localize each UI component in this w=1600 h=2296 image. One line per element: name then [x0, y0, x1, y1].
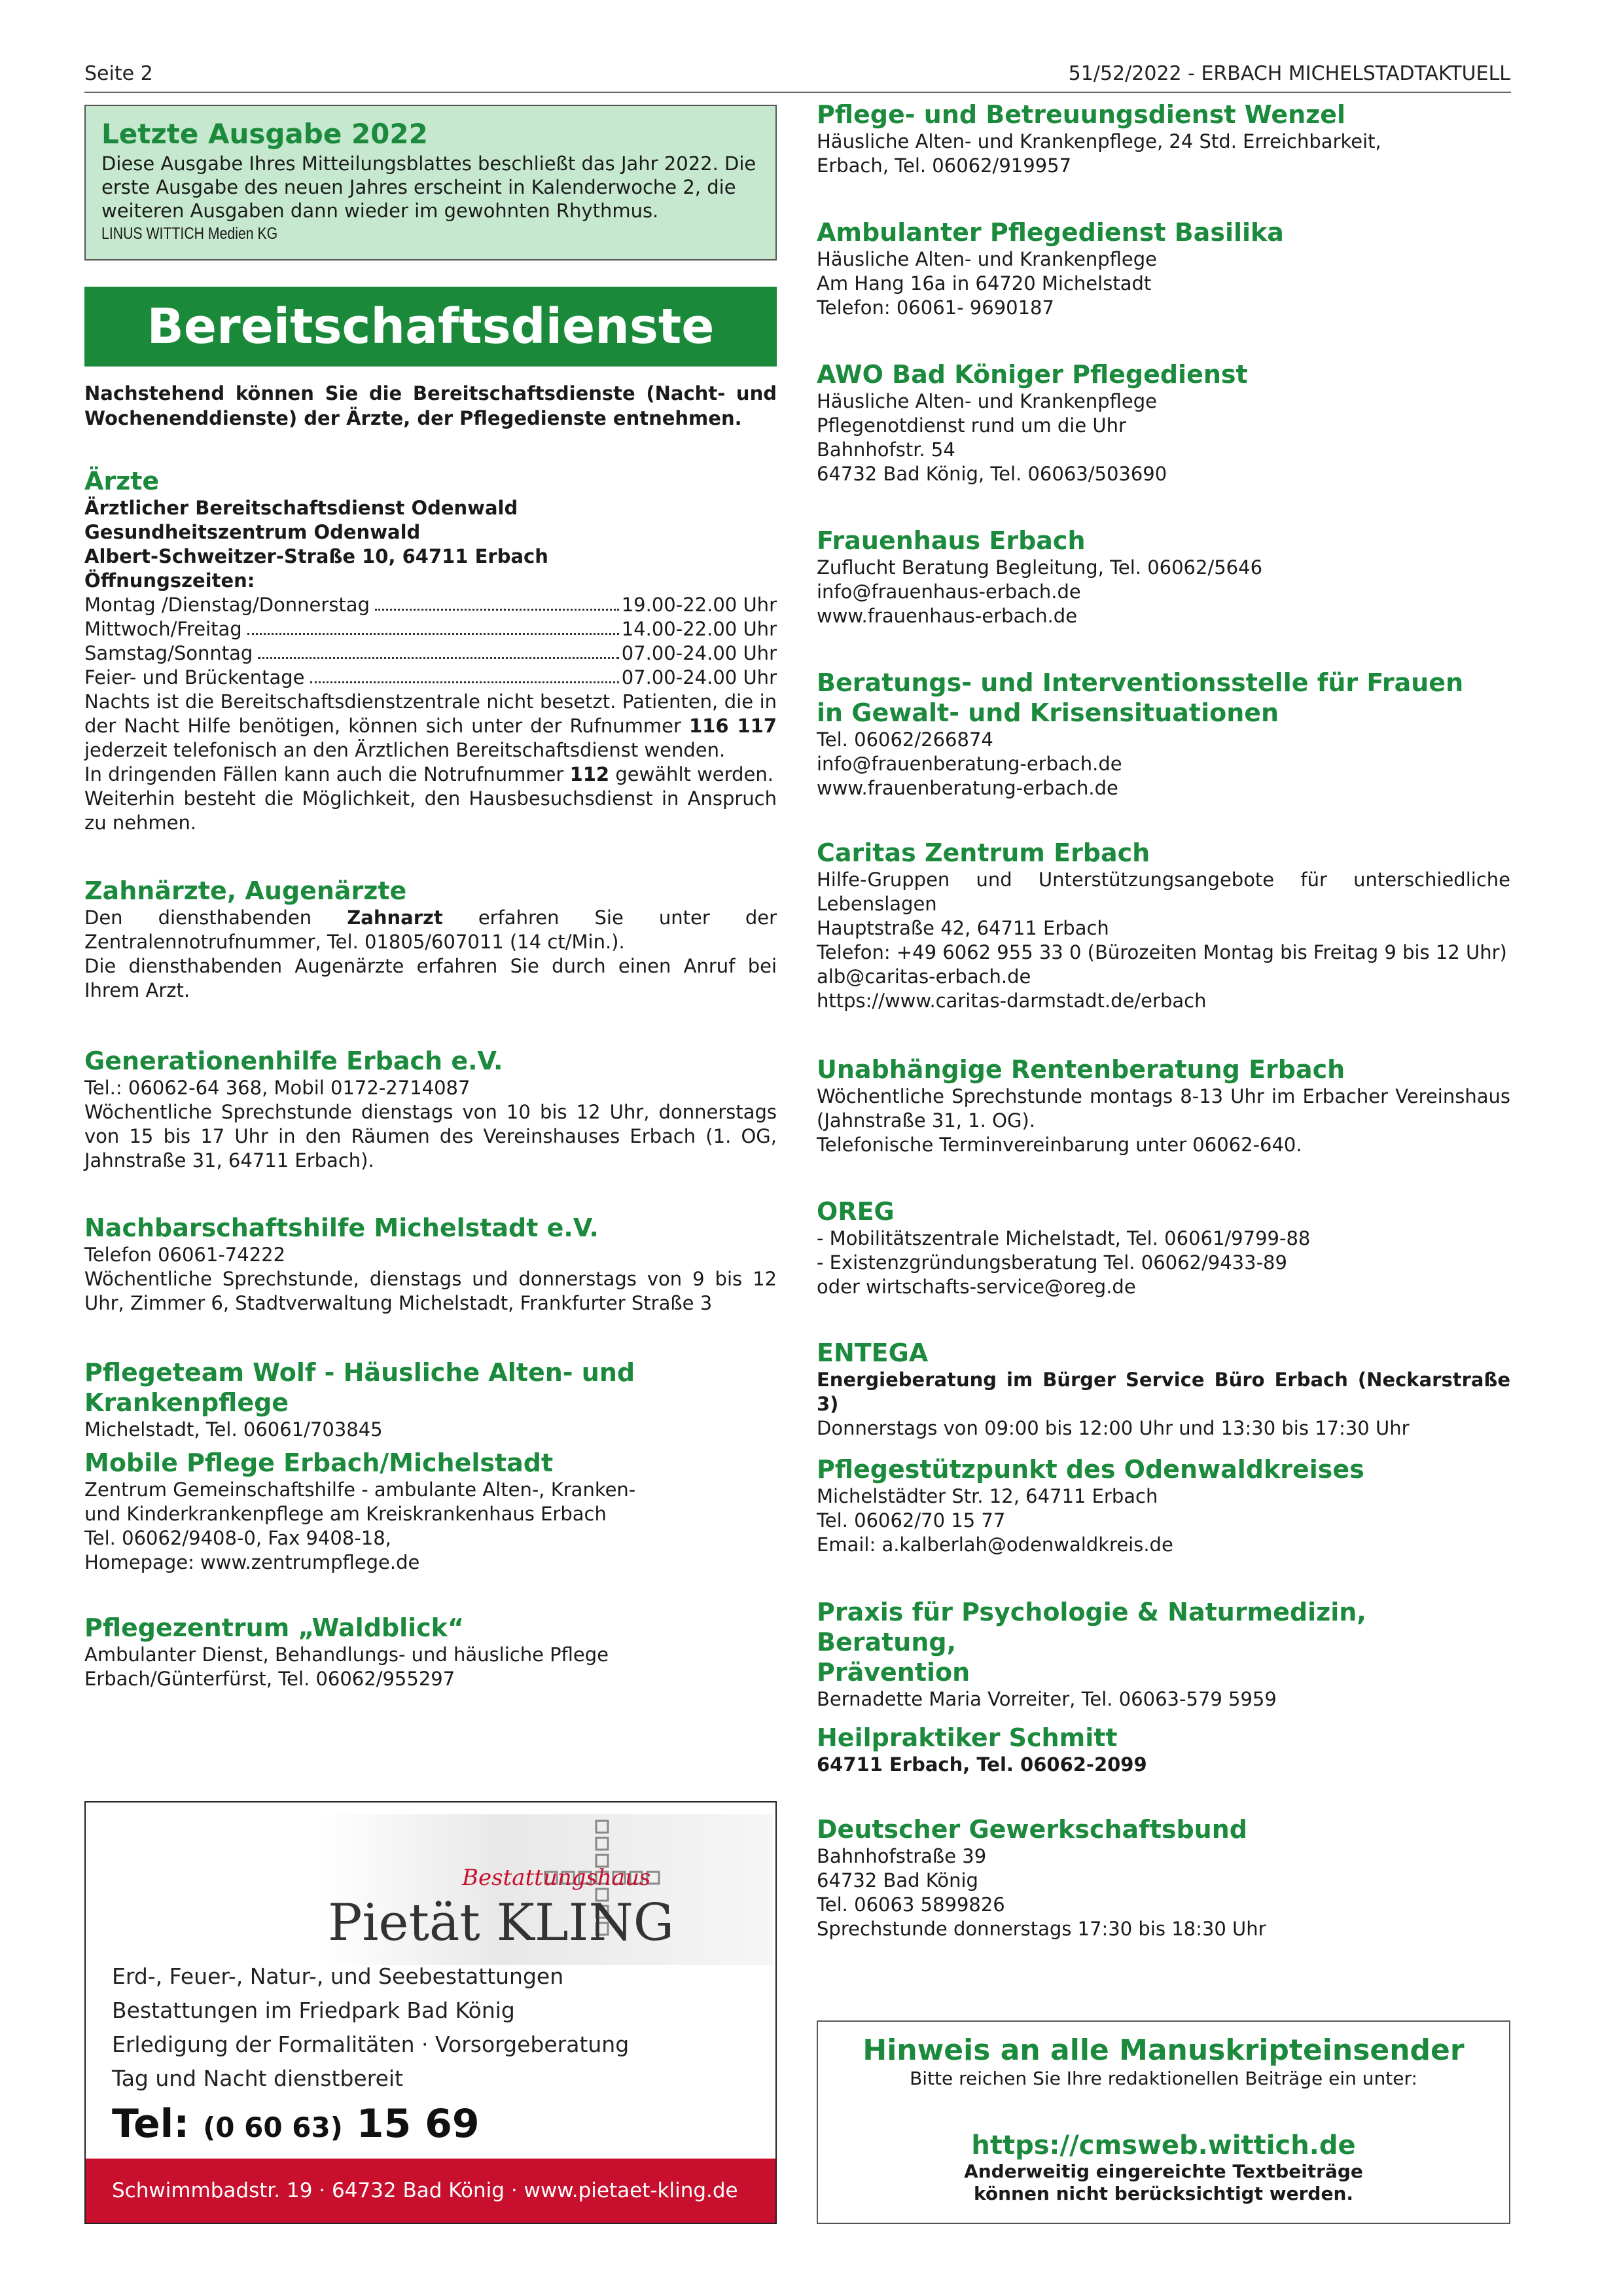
section-title: Ambulanter Pflegedienst Basilika — [817, 218, 1284, 247]
section-frauenhaus — [817, 526, 1510, 628]
section-title: Generationenhilfe Erbach e.V. — [84, 1047, 503, 1075]
paragraph: Die diensthabenden Augenärzte erfahren Sie durch einen Anruf bei Ihrem Arzt. — [84, 955, 777, 1001]
section-mobile-pflege — [84, 1448, 777, 1575]
text-line: und Kinderkrankenpflege am Kreiskrankenhaus Erbach — [84, 1503, 607, 1525]
paragraph: Wöchentliche Sprechstunde, dienstags und donnerstags von 9 bis 12 Uhr, Zimmer 6, Stadtverwaltung Michelstadt, Frankfurter Straße 3 — [84, 1268, 777, 1314]
text-line: 64732 Bad König, Tel. 06063/503690 — [817, 463, 1167, 485]
web-line: https://www.caritas-darmstadt.de/erbach — [817, 990, 1207, 1012]
text-line: Häusliche Alten- und Krankenpflege, 24 Std. Erreichbarkeit, — [817, 130, 1381, 152]
text-line: Energieberatung im Bürger Service Büro Erbach (Neckarstraße 3) — [817, 1369, 1510, 1415]
intro-text: Nachstehend können Sie die Bereitschaftsdienste (Nacht- und Wochenenddienste) der Ärzte, der Pflegedienste entnehmen. — [84, 382, 777, 429]
text-line: Tel.: 06062-64 368, Mobil 0172-2714087 — [84, 1077, 471, 1099]
text-line: Häusliche Alten- und Krankenpflege — [817, 248, 1157, 270]
logo-subtitle: Bestattungshaus — [462, 1865, 651, 1891]
section-title: Frauenhaus Erbach — [817, 526, 1086, 555]
paragraph: Wöchentliche Sprechstunde montags 8-13 Uhr im Erbacher Vereinshaus (Jahnstraße 31, 1. OG). — [817, 1085, 1510, 1132]
section-dgb — [817, 1814, 1510, 1941]
page-number: Seite 2 — [84, 62, 153, 85]
pietaet-kling-logo — [321, 1814, 773, 1965]
section-title: OREG — [817, 1197, 895, 1226]
right-column — [817, 0, 1510, 2296]
paragraph: Hilfe-Gruppen und Unterstützungsangebote für unterschiedliche Lebenslagen — [817, 869, 1510, 915]
paragraph: Nachts ist die Bereitschaftsdienstzentrale nicht besetzt. Patienten, die in der Nacht Hilfe benötigen, können sich unter der Rufnummer 116 117 jederzeit telefonisch an den Ärztlichen Bereitschaftsdienst wenden. — [84, 691, 777, 761]
ad-services — [112, 1960, 629, 2096]
ad-line: Erledigung der Formalitäten · Vorsorgeberatung — [112, 2032, 630, 2057]
hint-note: Anderweitig eingereichte Textbeiträge — [964, 2161, 1363, 2182]
hours-day: Feier- und Brückentage — [84, 666, 305, 689]
section-zahnaerzte — [84, 876, 777, 1003]
section-title: Zahnärzte, Augenärzte — [84, 876, 407, 905]
text-line: Telefon: 06061- 9690187 — [817, 296, 1054, 319]
section-oreg — [817, 1196, 1510, 1299]
section-title: Pflegezentrum „Waldblick“ — [84, 1613, 464, 1642]
section-title: Caritas Zentrum Erbach — [817, 838, 1150, 867]
text-line: Sprechstunde donnerstags 17:30 bis 18:30 Uhr — [817, 1918, 1266, 1940]
ad-line: Bestattungen im Friedpark Bad König — [112, 1998, 515, 2023]
section-basilika — [817, 217, 1510, 320]
funeral-home-ad — [84, 1801, 777, 2224]
text-line: Zuflucht Beratung Begleitung, Tel. 06062/5646 — [817, 556, 1263, 579]
text-line: Homepage: www.zentrumpflege.de — [84, 1551, 420, 1573]
text-line: Häusliche Alten- und Krankenpflege — [817, 390, 1157, 412]
paragraph: Wöchentliche Sprechstunde dienstags von 10 bis 12 Uhr, donnerstags von 15 bis 17 Uhr in den Räumen des Vereinshauses Erbach (1. OG, Jahnstraße 31, 64711 Erbach). — [84, 1101, 777, 1172]
hours-time: 19.00-22.00 Uhr — [621, 594, 777, 616]
text-line: Tel. 06062/70 15 77 — [817, 1509, 1006, 1532]
hours-time: 07.00-24.00 Uhr — [621, 666, 777, 689]
ad-line: Erd-, Feuer-, Natur-, und Seebestattungen — [112, 1964, 564, 1989]
section-praxis — [817, 1597, 1510, 1712]
section-wenzel — [817, 99, 1510, 178]
ad-phone: Tel: (0 60 63) 15 69 — [112, 2101, 480, 2147]
text-line: oder wirtschafts-service@oreg.de — [817, 1276, 1136, 1298]
text-line: Erbach/Günterfürst, Tel. 06062/955297 — [84, 1668, 455, 1690]
section-title: Pflegestützpunkt des Odenwaldkreises — [817, 1455, 1364, 1484]
section-awo — [817, 359, 1510, 486]
section-title: Heilpraktiker Schmitt — [817, 1723, 1118, 1752]
email-line: info@frauenberatung-erbach.de — [817, 753, 1122, 775]
section-generationenhilfe — [84, 1046, 777, 1173]
hours-time: 14.00-22.00 Uhr — [621, 618, 777, 640]
section-waldblick — [84, 1613, 777, 1691]
text-line: Donnerstags von 09:00 bis 12:00 Uhr und 13:30 bis 17:30 Uhr — [817, 1417, 1410, 1439]
section-title: AWO Bad Königer Pflegedienst — [817, 360, 1248, 389]
hours-row — [84, 641, 777, 666]
hours-day: Samstag/Sonntag — [84, 642, 253, 664]
ad-footer: Schwimmbadstr. 19 · 64732 Bad König · www.pietaet-kling.de — [86, 2159, 775, 2223]
ad-line: Tag und Nacht dienstbereit — [112, 2066, 403, 2091]
issue-header: 51/52/2022 - ERBACH MICHELSTADTAKTUELL — [1068, 62, 1510, 85]
text-line: Gesundheitszentrum Odenwald — [84, 521, 421, 543]
text-line: Hauptstraße 42, 64711 Erbach — [817, 917, 1109, 939]
section-caritas — [817, 838, 1510, 1013]
section-pflegestuetzpunkt — [817, 1454, 1510, 1557]
hours-label: Öffnungszeiten: — [84, 569, 255, 592]
text-line: Zentrum Gemeinschaftshilfe - ambulante Alten-, Kranken- — [84, 1479, 636, 1501]
text-line: Tel. 06063 5899826 — [817, 1893, 1005, 1916]
hours-time: 07.00-24.00 Uhr — [621, 642, 777, 664]
manuscript-hint-box — [817, 2020, 1510, 2224]
notice-title: Letzte Ausgabe 2022 — [101, 118, 428, 150]
hours-day: Montag /Dienstag/Donnerstag — [84, 594, 370, 616]
section-entega — [817, 1338, 1510, 1441]
section-title: Praxis für Psychologie & Naturmedizin, Beratung, — [817, 1598, 1366, 1657]
section-title: Pflegeteam Wolf - Häusliche Alten- und Krankenpflege — [84, 1358, 635, 1417]
paragraph: Den diensthabenden Zahnarzt erfahren Sie unter der Zentralennotrufnummer, Tel. 01805/607011 (14 ct/Min.). — [84, 906, 777, 953]
section-title: Nachbarschaftshilfe Michelstadt e.V. — [84, 1213, 599, 1242]
text-line: 64732 Bad König — [817, 1869, 978, 1892]
text-line: Ambulanter Dienst, Behandlungs- und häusliche Pflege — [84, 1643, 609, 1666]
text-line: Pflegenotdienst rund um die Uhr — [817, 414, 1126, 437]
section-rentenberatung — [817, 1054, 1510, 1157]
text-line: - Existenzgründungsberatung Tel. 06062/9433-89 — [817, 1251, 1287, 1274]
section-title: Ärzte — [84, 467, 160, 495]
section-title: ENTEGA — [817, 1338, 929, 1367]
text-line: Michelstadt, Tel. 06061/703845 — [84, 1418, 383, 1441]
web-line: www.frauenberatung-erbach.de — [817, 777, 1118, 799]
text-line: Bahnhofstr. 54 — [817, 439, 955, 461]
hint-title: Hinweis an alle Manuskripteinsender — [862, 2034, 1465, 2067]
text-line: Ärztlicher Bereitschaftsdienst Odenwald — [84, 497, 518, 519]
logo-title: Pietät KLING — [328, 1893, 675, 1952]
text-line: Telefonische Terminvereinbarung unter 06062-640. — [817, 1134, 1302, 1156]
section-banner: Bereitschaftsdienste — [84, 287, 777, 367]
section-title: Unabhängige Rentenberatung Erbach — [817, 1055, 1345, 1084]
hours-row — [84, 593, 777, 617]
hours-day: Mittwoch/Freitag — [84, 618, 242, 640]
text-line: Erbach, Tel. 06062/919957 — [817, 154, 1072, 177]
hours-row — [84, 617, 777, 641]
text-line: 64711 Erbach, Tel. 06062-2099 — [817, 1753, 1147, 1776]
text-line: Am Hang 16a in 64720 Michelstadt — [817, 272, 1152, 295]
paragraph: In dringenden Fällen kann auch die Notrufnummer 112 gewählt werden. — [84, 763, 773, 785]
text-line: Tel. 06062/9408-0, Fax 9408-18, — [84, 1527, 391, 1549]
text-line: Michelstädter Str. 12, 64711 Erbach — [817, 1485, 1158, 1507]
email-line: Email: a.kalberlah@odenwaldkreis.de — [817, 1534, 1173, 1556]
hint-subtitle: Bitte reichen Sie Ihre redaktionellen Beiträge ein unter: — [910, 2068, 1417, 2089]
hours-row — [84, 666, 777, 690]
section-nachbarschaftshilfe — [84, 1213, 777, 1316]
hint-url-link[interactable]: https://cmsweb.wittich.de — [971, 2130, 1356, 2161]
section-title: Mobile Pflege Erbach/Michelstadt — [84, 1448, 554, 1477]
text-line: Bahnhofstraße 39 — [817, 1845, 987, 1867]
paragraph: Weiterhin besteht die Möglichkeit, den Hausbesuchsdienst in Anspruch zu nehmen. — [84, 787, 777, 834]
hint-note: können nicht berücksichtigt werden. — [973, 2183, 1354, 2204]
email-line: info@frauenhaus-erbach.de — [817, 581, 1081, 603]
text-line: - Mobilitätszentrale Michelstadt, Tel. 06061/9799-88 — [817, 1227, 1311, 1249]
text-line: Telefon 06061-74222 — [84, 1244, 286, 1266]
text-line: Tel. 06062/266874 — [817, 728, 993, 751]
section-aerzte — [84, 466, 777, 835]
section-title: Beratungs- und Interventionsstelle für Frauen — [817, 668, 1464, 697]
section-pflegeteam-wolf — [84, 1357, 777, 1442]
text-line: Telefon: +49 6062 955 33 0 (Bürozeiten Montag bis Freitag 9 bis 12 Uhr) — [817, 941, 1507, 963]
notice-body: Diese Ausgabe Ihres Mitteilungsblattes beschließt das Jahr 2022. Die erste Ausgabe des neuen Jahres erscheint in Kalenderwoche 2, die weiteren Ausgaben dann wieder im gewohnten Rhythmus. — [101, 152, 756, 222]
email-line: alb@caritas-erbach.de — [817, 965, 1031, 988]
section-title: Prävention — [817, 1658, 970, 1687]
section-heilpraktiker — [817, 1723, 1510, 1777]
section-beratungsstelle — [817, 668, 1510, 800]
section-title: in Gewalt- und Krisensituationen — [817, 698, 1279, 727]
text-line: Bernadette Maria Vorreiter, Tel. 06063-579 5959 — [817, 1688, 1277, 1710]
address-line: Albert-Schweitzer-Straße 10, 64711 Erbach — [84, 545, 548, 567]
section-title: Deutscher Gewerkschaftsbund — [817, 1815, 1247, 1844]
notice-signature: LINUS WITTICH Medien KG — [101, 224, 278, 243]
section-title: Pflege- und Betreuungsdienst Wenzel — [817, 100, 1346, 129]
web-line: www.frauenhaus-erbach.de — [817, 605, 1078, 627]
